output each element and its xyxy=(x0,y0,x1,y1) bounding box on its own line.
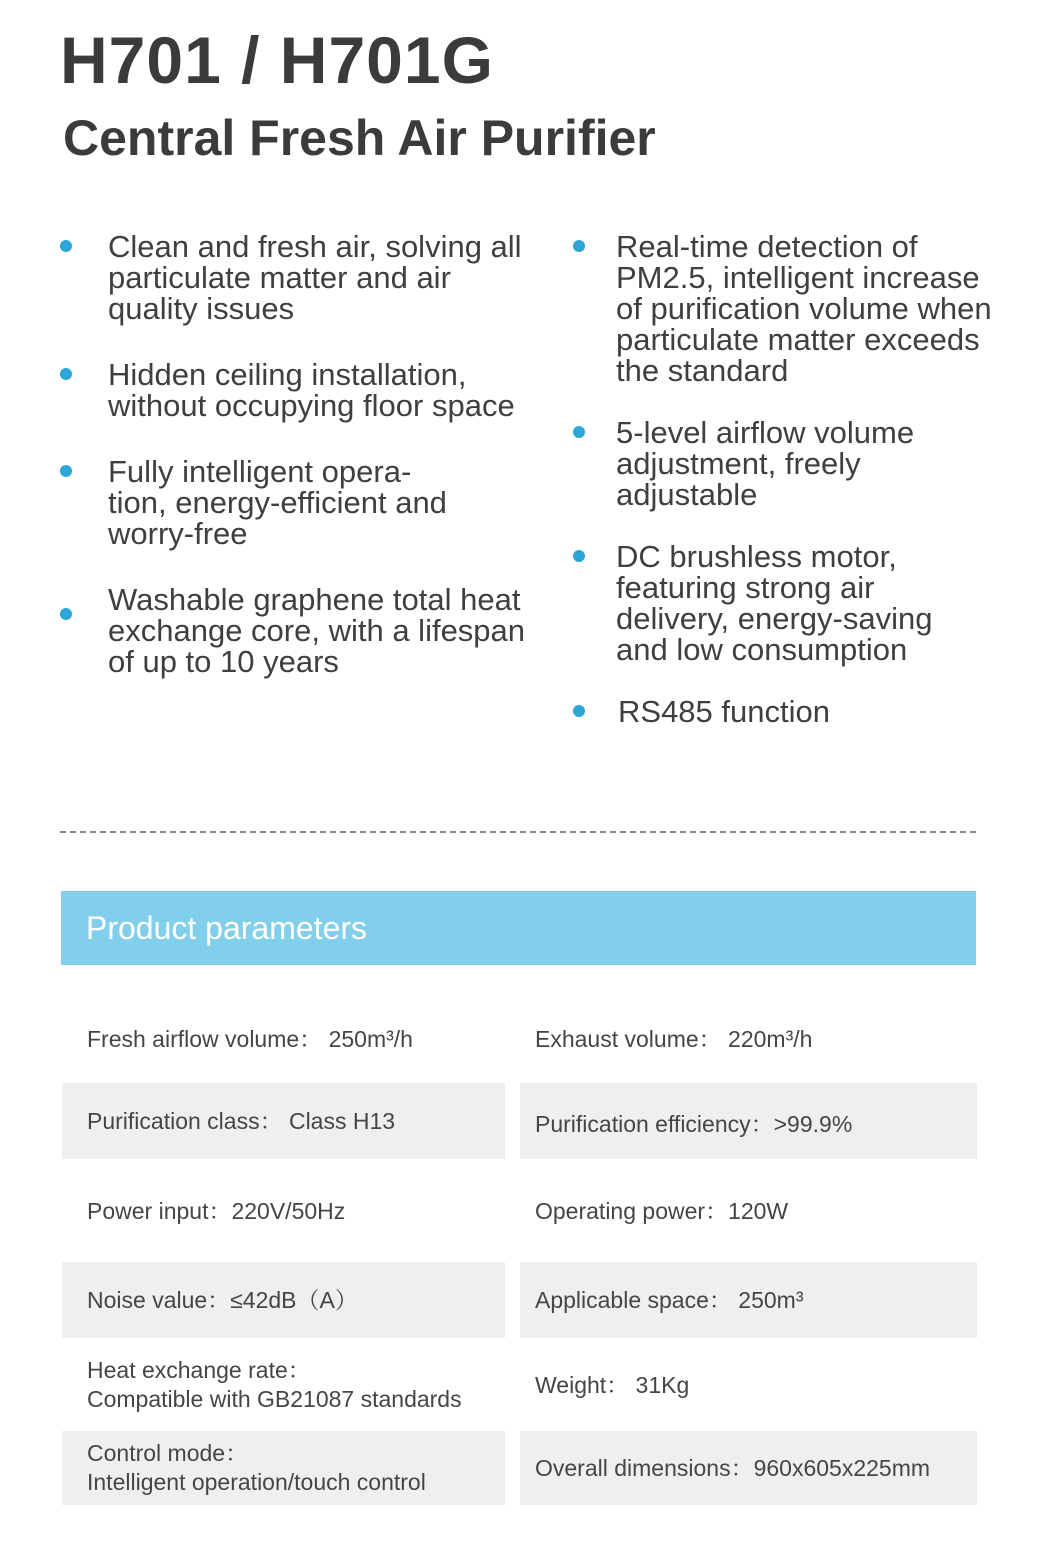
feature-text: Fully intelligent opera- tion, energy-efficient and worry-free xyxy=(108,454,447,551)
feature-item xyxy=(573,696,1013,727)
param-purification-efficiency xyxy=(520,1083,977,1159)
param-text: Noise value：≤42dB（A） xyxy=(87,1286,358,1313)
features-list-left xyxy=(60,231,530,712)
param-text: Purification class： Class H13 xyxy=(87,1107,396,1134)
features-list-right xyxy=(573,231,1013,758)
feature-text: Washable graphene total heat exchange core, with a lifespan of up to 10 years xyxy=(108,582,526,679)
bullet-dot-icon xyxy=(60,240,72,252)
bullet-dot-icon xyxy=(573,240,585,252)
bullet-dot-icon xyxy=(573,550,585,562)
feature-item xyxy=(573,541,1013,665)
param-fresh-airflow xyxy=(62,1003,505,1075)
feature-item xyxy=(60,456,530,549)
feature-text: RS485 function xyxy=(618,694,830,729)
param-noise-value xyxy=(62,1262,505,1338)
bullet-dot-icon xyxy=(573,426,585,438)
param-text: Overall dimensions：960x605x225mm xyxy=(535,1454,931,1481)
feature-text: Hidden ceiling installation, without occupying floor space xyxy=(108,357,515,423)
bullet-dot-icon xyxy=(60,608,72,620)
param-text: Exhaust volume： 220m³/h xyxy=(535,1025,813,1052)
param-heat-exchange-rate xyxy=(62,1347,505,1423)
param-power-input xyxy=(62,1172,505,1250)
model-title: H701 / H701G xyxy=(60,23,494,97)
param-text: Power input：220V/50Hz xyxy=(87,1197,346,1224)
feature-item xyxy=(60,584,530,677)
feature-item xyxy=(60,231,530,324)
param-text: Heat exchange rate： Compatible with GB21087 standards xyxy=(87,1357,462,1412)
param-exhaust-volume xyxy=(520,1003,977,1075)
feature-item xyxy=(60,359,530,421)
param-text: Control mode： Intelligent operation/touch control xyxy=(87,1440,426,1495)
parameters-header-bar xyxy=(61,891,976,965)
feature-item xyxy=(573,417,1013,510)
param-purification-class xyxy=(62,1083,505,1159)
feature-text: Real-time detection of PM2.5, intelligent increase of purification volume when particulate matter exceeds the standard xyxy=(616,229,992,388)
param-weight xyxy=(520,1347,977,1423)
dashed-divider xyxy=(60,831,976,833)
param-overall-dimensions xyxy=(520,1431,977,1505)
feature-item xyxy=(573,231,1013,386)
parameters-title: Product parameters xyxy=(86,910,368,946)
param-applicable-space xyxy=(520,1262,977,1338)
feature-text: DC brushless motor, featuring strong air delivery, energy-saving and low consumption xyxy=(616,539,933,667)
param-text: Applicable space： 250m³ xyxy=(535,1286,804,1313)
bullet-dot-icon xyxy=(60,368,72,380)
param-text: Fresh airflow volume： 250m³/h xyxy=(87,1025,413,1052)
bullet-dot-icon xyxy=(573,705,585,717)
param-operating-power xyxy=(520,1172,977,1250)
feature-text: Clean and fresh air, solving all particulate matter and air quality issues xyxy=(108,229,522,326)
feature-text: 5-level airflow volume adjustment, freely adjustable xyxy=(616,415,915,512)
param-control-mode xyxy=(62,1431,505,1505)
param-text: Purification efficiency：>99.9% xyxy=(535,1110,853,1137)
param-text: Weight： 31Kg xyxy=(535,1371,690,1398)
param-text: Operating power：120W xyxy=(535,1197,789,1224)
product-subtitle: Central Fresh Air Purifier xyxy=(63,110,656,166)
bullet-dot-icon xyxy=(60,465,72,477)
